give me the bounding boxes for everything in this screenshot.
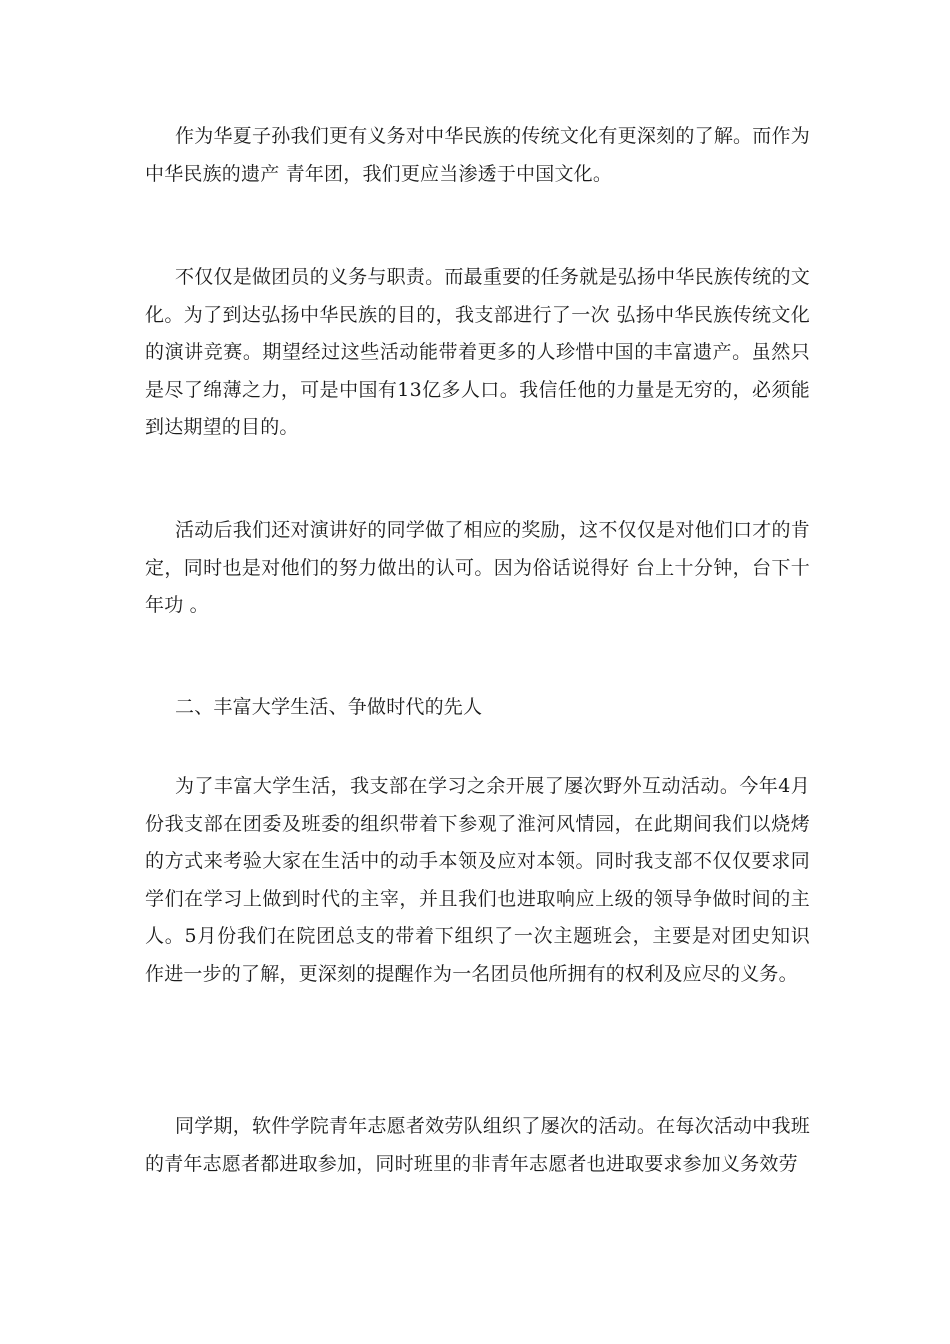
section-heading: 二、丰富大学生活、争做时代的先人: [175, 696, 483, 718]
paragraph-college-life: 为了丰富大学生活，我支部在学习之余开展了屡次野外互动活动。今年4月份我支部在团委及班委的组织带着下参观了淮河风情园，在此期间我们以烧烤的方式来考验大家在生活中的动手本领及应对本领。同时我支部不仅仅要求同学们在学习上做到时代的主宰，并且我们也进取响应上级的领导争做时间的主人。5月份我们在院团总支的带着下组织了一次主题班会，主要是对团史知识作进一步的了解，更深刻的提醒作为一名团员他所拥有的权利及应尽的义务。: [145, 775, 810, 985]
paragraph-rewards: 活动后我们还对演讲好的同学做了相应的奖励，这不仅仅是对他们口才的肯定，同时也是对他们的努力做出的认可。因为俗话说得好 台上十分钟，台下十年功 。: [145, 519, 810, 616]
paragraph-traditional-culture: 作为华夏子孙我们更有义务对中华民族的传统文化有更深刻的了解。而作为中华民族的遗产 青年团，我们更应当渗透于中国文化。: [145, 125, 810, 185]
paragraph-volunteer-activities: 同学期，软件学院青年志愿者效劳队组织了屡次的活动。在每次活动中我班的青年志愿者都进取参加，同时班里的非青年志愿者也进取要求参加义务效劳: [145, 1115, 810, 1175]
paragraph-speech-contest: 不仅仅是做团员的义务与职责。而最重要的任务就是弘扬中华民族传统的文化。为了到达弘扬中华民族的目的，我支部进行了一次 弘扬中华民族传统文化的演讲竞赛。期望经过这些活动能带着更多的人珍惜中国的丰富遗产。虽然只是尽了绵薄之力，可是中国有13亿多人口。我信任他的力量是无穷的，必须能到达期望的目的。: [145, 266, 810, 438]
